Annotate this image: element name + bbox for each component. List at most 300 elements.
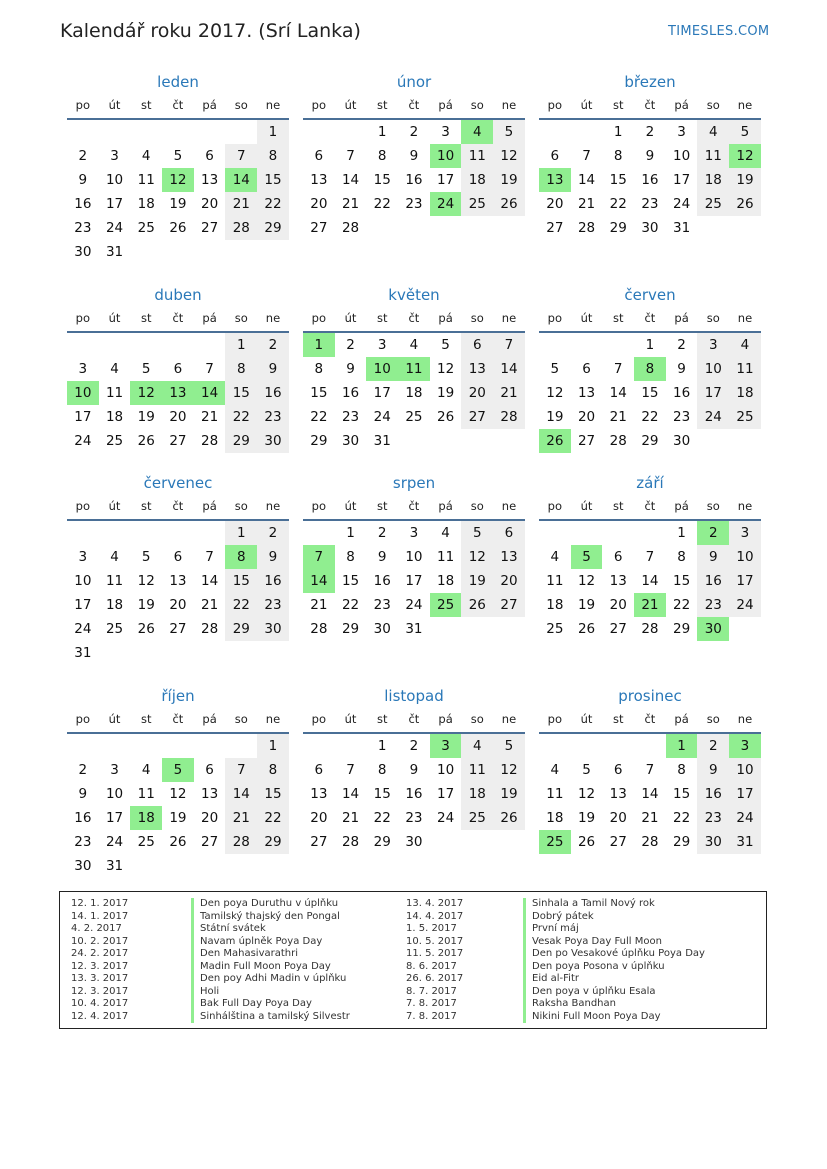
day-cell: 16 (257, 381, 289, 405)
day-grid (67, 120, 289, 264)
empty-cell (67, 120, 99, 144)
day-cell: 29 (609, 220, 627, 236)
day-cell: 2 (645, 124, 655, 140)
day-cell: 20 (201, 196, 219, 212)
day-cell: 19 (461, 569, 493, 593)
weekday-label: st (612, 499, 624, 513)
day-cell: 20 (310, 196, 328, 212)
day-grid (303, 521, 525, 641)
day-cell: 5 (173, 148, 183, 164)
day-cell: 22 (609, 196, 627, 212)
month-name: únor (396, 73, 432, 91)
day-cell: 9 (78, 172, 88, 188)
day-cell: 7 (225, 144, 257, 168)
weekday-label: pá (202, 712, 217, 726)
empty-cell (130, 521, 162, 545)
day-grid (67, 734, 289, 878)
day-cell: 12 (437, 361, 455, 377)
day-cell: 17 (697, 381, 729, 405)
day-grid (303, 333, 525, 453)
day-cell: 15 (341, 573, 360, 589)
day-cell: 17 (373, 385, 391, 401)
holiday-day: 14 (194, 381, 226, 405)
day-cell: 17 (673, 172, 691, 188)
day-grid (539, 333, 761, 453)
day-cell: 28 (310, 621, 328, 637)
day-cell: 22 (341, 597, 360, 613)
legend-date: 12. 3. 2017 (71, 960, 129, 972)
weekday-label: po (75, 499, 91, 513)
weekday-label: pá (438, 712, 453, 726)
day-cell: 17 (405, 573, 423, 589)
day-cell: 26 (169, 220, 187, 236)
holiday-day: 10 (67, 381, 99, 405)
legend-date: 10. 2. 2017 (71, 935, 129, 947)
weekday-label: út (344, 499, 357, 513)
legend-date: 10. 4. 2017 (71, 998, 129, 1009)
month-block (303, 471, 525, 641)
day-cell: 14 (641, 786, 659, 802)
day-cell: 2 (78, 148, 88, 164)
day-cell: 8 (677, 762, 686, 778)
day-cell: 19 (729, 168, 761, 192)
legend-holiday-name: Nikini Full Moon Poya Day (523, 1011, 705, 1024)
day-cell: 21 (493, 381, 525, 405)
weekday-label: ne (265, 499, 281, 513)
weekday-label: ne (501, 712, 517, 726)
day-cell: 11 (461, 758, 493, 782)
day-cell: 19 (493, 782, 525, 806)
day-cell: 1 (377, 124, 387, 140)
day-cell: 24 (405, 597, 423, 613)
day-cell: 7 (613, 361, 623, 377)
day-cell: 24 (105, 834, 124, 850)
day-cell: 22 (373, 196, 391, 212)
day-cell: 27 (493, 593, 525, 617)
day-cell: 21 (225, 192, 257, 216)
empty-cell (162, 120, 194, 144)
day-cell: 19 (577, 597, 596, 613)
day-cell: 30 (74, 244, 92, 260)
day-cell: 7 (205, 549, 214, 565)
day-cell: 30 (405, 834, 423, 850)
day-cell: 29 (257, 830, 289, 854)
legend-date: 13. 4. 2017 (406, 898, 464, 909)
day-cell: 15 (225, 381, 257, 405)
day-cell: 31 (105, 244, 124, 260)
day-cell: 31 (74, 645, 92, 661)
empty-cell (539, 120, 571, 144)
day-cell: 9 (257, 545, 289, 569)
day-cell: 29 (673, 834, 691, 850)
day-cell: 10 (405, 549, 423, 565)
day-cell: 3 (110, 762, 119, 778)
day-cell: 28 (341, 220, 360, 236)
day-grid (67, 521, 289, 665)
legend-left-names (191, 898, 350, 1023)
legend-date: 12. 3. 2017 (71, 985, 129, 997)
empty-cell (303, 521, 335, 545)
weekday-label: čt (172, 98, 184, 112)
day-cell: 30 (257, 429, 289, 453)
holiday-day: 2 (697, 521, 729, 545)
empty-cell (194, 120, 226, 144)
weekday-label: po (547, 98, 563, 112)
holiday-day: 1 (666, 734, 698, 758)
weekday-label: pá (202, 499, 217, 513)
weekday-label: po (311, 311, 327, 325)
day-cell: 13 (169, 573, 187, 589)
day-cell: 14 (201, 573, 219, 589)
day-cell: 26 (729, 192, 761, 216)
weekday-label: út (108, 712, 121, 726)
month-block (539, 70, 761, 240)
empty-cell (539, 333, 571, 357)
day-cell: 2 (697, 734, 729, 758)
day-cell: 4 (110, 361, 119, 377)
weekday-label: po (547, 311, 563, 325)
day-cell: 14 (341, 172, 360, 188)
weekday-label: so (470, 712, 484, 726)
day-cell: 12 (546, 385, 564, 401)
day-cell: 16 (257, 569, 289, 593)
weekday-header (67, 495, 289, 521)
month-name: září (636, 474, 664, 492)
weekday-label: pá (674, 499, 689, 513)
day-cell: 14 (493, 357, 525, 381)
day-cell: 27 (169, 433, 187, 449)
weekday-label: so (706, 311, 720, 325)
day-cell: 10 (105, 786, 124, 802)
day-cell: 24 (437, 810, 455, 826)
empty-cell (602, 333, 634, 357)
day-cell: 5 (441, 337, 450, 353)
day-cell: 2 (377, 525, 387, 541)
day-cell: 3 (409, 525, 419, 541)
weekday-label: st (376, 712, 388, 726)
weekday-label: pá (202, 98, 217, 112)
day-cell: 18 (405, 385, 423, 401)
month-block (67, 471, 289, 665)
day-cell: 27 (201, 834, 219, 850)
holiday-day: 10 (430, 144, 462, 168)
day-cell: 27 (577, 433, 596, 449)
day-cell: 16 (74, 196, 92, 212)
weekday-label: so (470, 98, 484, 112)
empty-cell (194, 734, 226, 758)
holiday-day: 10 (366, 357, 398, 381)
day-cell: 14 (577, 172, 596, 188)
legend-left-dates (71, 898, 128, 1023)
weekday-header (539, 495, 761, 521)
day-cell: 22 (673, 597, 691, 613)
day-cell: 27 (609, 621, 627, 637)
day-cell: 27 (310, 220, 328, 236)
day-cell: 17 (437, 786, 455, 802)
legend-holiday-name: Státní svátek (191, 923, 350, 936)
day-cell: 26 (437, 409, 455, 425)
legend-holiday-name: Sinhálština a tamilský Silvestr (191, 1011, 350, 1024)
day-grid (303, 734, 525, 854)
day-cell: 23 (673, 409, 691, 425)
empty-cell (571, 333, 603, 357)
day-cell: 15 (257, 782, 289, 806)
day-cell: 8 (257, 144, 289, 168)
day-cell: 6 (205, 148, 214, 164)
day-cell: 2 (409, 738, 419, 754)
day-cell: 31 (673, 220, 691, 236)
empty-cell (162, 521, 194, 545)
legend-date: 12. 1. 2017 (71, 898, 129, 909)
weekday-label: po (547, 712, 563, 726)
day-cell: 10 (74, 573, 92, 589)
weekday-label: po (311, 98, 327, 112)
day-cell: 10 (673, 148, 691, 164)
month-name: červen (624, 286, 676, 304)
day-cell: 3 (697, 333, 729, 357)
day-cell: 16 (697, 569, 729, 593)
day-cell: 28 (641, 621, 659, 637)
day-cell: 22 (641, 409, 659, 425)
weekday-label: ne (737, 98, 753, 112)
holiday-day: 11 (398, 357, 430, 381)
weekday-label: so (706, 98, 720, 112)
day-cell: 23 (74, 834, 92, 850)
day-cell: 18 (105, 409, 124, 425)
day-cell: 22 (373, 810, 391, 826)
day-cell: 20 (310, 810, 328, 826)
day-cell: 6 (314, 148, 324, 164)
weekday-label: út (344, 311, 357, 325)
day-cell: 14 (641, 573, 659, 589)
day-cell: 25 (105, 433, 124, 449)
month-block (303, 70, 525, 240)
legend-holiday-name: Madin Full Moon Poya Day (191, 961, 350, 974)
day-cell: 11 (137, 786, 155, 802)
day-cell: 5 (141, 361, 151, 377)
empty-cell (539, 734, 571, 758)
day-cell: 23 (405, 810, 423, 826)
day-cell: 17 (105, 810, 124, 826)
weekday-label: po (311, 499, 327, 513)
day-cell: 14 (609, 385, 627, 401)
day-cell: 15 (609, 172, 627, 188)
day-cell: 8 (225, 357, 257, 381)
day-cell: 25 (405, 409, 423, 425)
day-cell: 24 (74, 433, 92, 449)
legend-date: 7. 8. 2017 (406, 1010, 457, 1022)
day-cell: 4 (409, 337, 419, 353)
day-cell: 11 (137, 172, 155, 188)
day-cell: 12 (137, 573, 155, 589)
weekday-label: út (580, 712, 593, 726)
day-cell: 17 (437, 172, 455, 188)
day-cell: 30 (697, 830, 729, 854)
weekday-label: so (234, 311, 248, 325)
legend-holiday-name: Holi (191, 986, 350, 999)
day-cell: 18 (437, 573, 455, 589)
day-cell: 16 (673, 385, 691, 401)
day-cell: 21 (577, 196, 596, 212)
day-cell: 18 (461, 168, 493, 192)
holiday-day: 1 (303, 333, 335, 357)
day-cell: 3 (110, 148, 119, 164)
weekday-label: ne (737, 311, 753, 325)
day-cell: 18 (461, 782, 493, 806)
day-cell: 26 (577, 621, 596, 637)
weekday-label: so (470, 499, 484, 513)
day-cell: 5 (550, 361, 560, 377)
empty-cell (162, 734, 194, 758)
empty-cell (602, 734, 634, 758)
day-cell: 1 (225, 333, 257, 357)
day-cell: 15 (373, 172, 391, 188)
day-cell: 21 (201, 597, 219, 613)
day-grid (539, 120, 761, 240)
day-cell: 1 (346, 525, 355, 541)
day-cell: 23 (74, 220, 92, 236)
weekday-label: po (547, 499, 563, 513)
day-cell: 17 (105, 196, 124, 212)
empty-cell (162, 333, 194, 357)
day-cell: 28 (201, 621, 219, 637)
day-cell: 2 (346, 337, 355, 353)
day-cell: 13 (201, 786, 219, 802)
day-cell: 11 (105, 385, 124, 401)
day-cell: 22 (257, 806, 289, 830)
day-cell: 27 (310, 834, 328, 850)
day-cell: 6 (173, 361, 183, 377)
weekday-label: čt (644, 712, 656, 726)
day-cell: 22 (225, 405, 257, 429)
empty-cell (539, 521, 571, 545)
day-cell: 7 (645, 762, 655, 778)
weekday-header (67, 307, 289, 333)
day-cell: 19 (546, 409, 564, 425)
legend-date: 24. 2. 2017 (71, 948, 129, 959)
legend-holiday-name: Den poya v úplňku Esala (523, 986, 705, 999)
day-cell: 1 (645, 337, 655, 353)
empty-cell (99, 734, 131, 758)
day-cell: 6 (461, 333, 493, 357)
day-cell: 24 (105, 220, 124, 236)
weekday-label: čt (644, 311, 656, 325)
site-link[interactable]: TIMESLES.COM (668, 24, 770, 39)
legend-holiday-name: Den poya Duruthu v úplňku (191, 898, 350, 911)
holiday-day: 21 (634, 593, 666, 617)
legend-holiday-name: Navam úplněk Poya Day (191, 936, 350, 949)
weekday-header (303, 307, 525, 333)
empty-cell (225, 734, 257, 758)
day-cell: 21 (341, 810, 360, 826)
day-cell: 15 (310, 385, 328, 401)
empty-cell (303, 734, 335, 758)
day-cell: 24 (697, 405, 729, 429)
day-cell: 28 (641, 834, 659, 850)
day-cell: 18 (546, 810, 564, 826)
day-cell: 18 (546, 597, 564, 613)
day-cell: 22 (673, 810, 691, 826)
day-cell: 11 (461, 144, 493, 168)
day-cell: 2 (257, 333, 289, 357)
day-cell: 19 (137, 597, 155, 613)
weekday-label: so (706, 712, 720, 726)
day-cell: 23 (697, 806, 729, 830)
weekday-label: čt (172, 712, 184, 726)
day-cell: 8 (377, 762, 387, 778)
weekday-label: ne (501, 98, 517, 112)
legend-date: 26. 6. 2017 (406, 973, 464, 984)
weekday-label: čt (408, 712, 420, 726)
day-cell: 25 (461, 806, 493, 830)
holiday-day: 5 (571, 545, 603, 569)
day-cell: 9 (409, 148, 419, 164)
weekday-label: pá (438, 311, 453, 325)
day-cell: 8 (257, 758, 289, 782)
day-cell: 30 (257, 617, 289, 641)
day-cell: 3 (377, 337, 387, 353)
empty-cell (602, 521, 634, 545)
empty-cell (99, 521, 131, 545)
day-cell: 18 (105, 597, 124, 613)
day-cell: 30 (641, 220, 659, 236)
legend-holiday-name: Bak Full Day Poya Day (191, 998, 350, 1011)
holiday-day: 8 (225, 545, 257, 569)
day-cell: 18 (137, 196, 155, 212)
day-cell: 12 (493, 144, 525, 168)
day-cell: 11 (697, 144, 729, 168)
day-cell: 21 (225, 806, 257, 830)
month-block (303, 283, 525, 453)
holiday-day: 25 (430, 593, 462, 617)
day-cell: 4 (441, 525, 450, 541)
empty-cell (571, 734, 603, 758)
day-cell: 25 (546, 621, 564, 637)
day-cell: 25 (729, 405, 761, 429)
day-cell: 24 (729, 593, 761, 617)
empty-cell (67, 333, 99, 357)
day-cell: 16 (405, 172, 423, 188)
day-cell: 15 (673, 786, 691, 802)
day-cell: 10 (437, 762, 455, 778)
day-cell: 4 (110, 549, 119, 565)
day-cell: 15 (225, 569, 257, 593)
day-cell: 21 (641, 810, 659, 826)
holiday-day: 4 (461, 120, 493, 144)
day-cell: 4 (697, 120, 729, 144)
weekday-label: út (108, 499, 121, 513)
weekday-header (67, 708, 289, 734)
month-name: červenec (143, 474, 213, 492)
day-cell: 16 (405, 786, 423, 802)
weekday-label: pá (674, 98, 689, 112)
empty-cell (99, 333, 131, 357)
day-cell: 19 (137, 409, 155, 425)
day-cell: 24 (373, 409, 391, 425)
day-cell: 28 (493, 405, 525, 429)
empty-cell (99, 120, 131, 144)
weekday-label: čt (644, 499, 656, 513)
day-cell: 31 (729, 830, 761, 854)
day-cell: 29 (673, 621, 691, 637)
day-cell: 11 (546, 786, 564, 802)
day-cell: 8 (314, 361, 324, 377)
day-cell: 8 (377, 148, 387, 164)
weekday-label: pá (202, 311, 217, 325)
month-name: srpen (392, 474, 436, 492)
day-cell: 19 (577, 810, 596, 826)
month-block (67, 70, 289, 264)
